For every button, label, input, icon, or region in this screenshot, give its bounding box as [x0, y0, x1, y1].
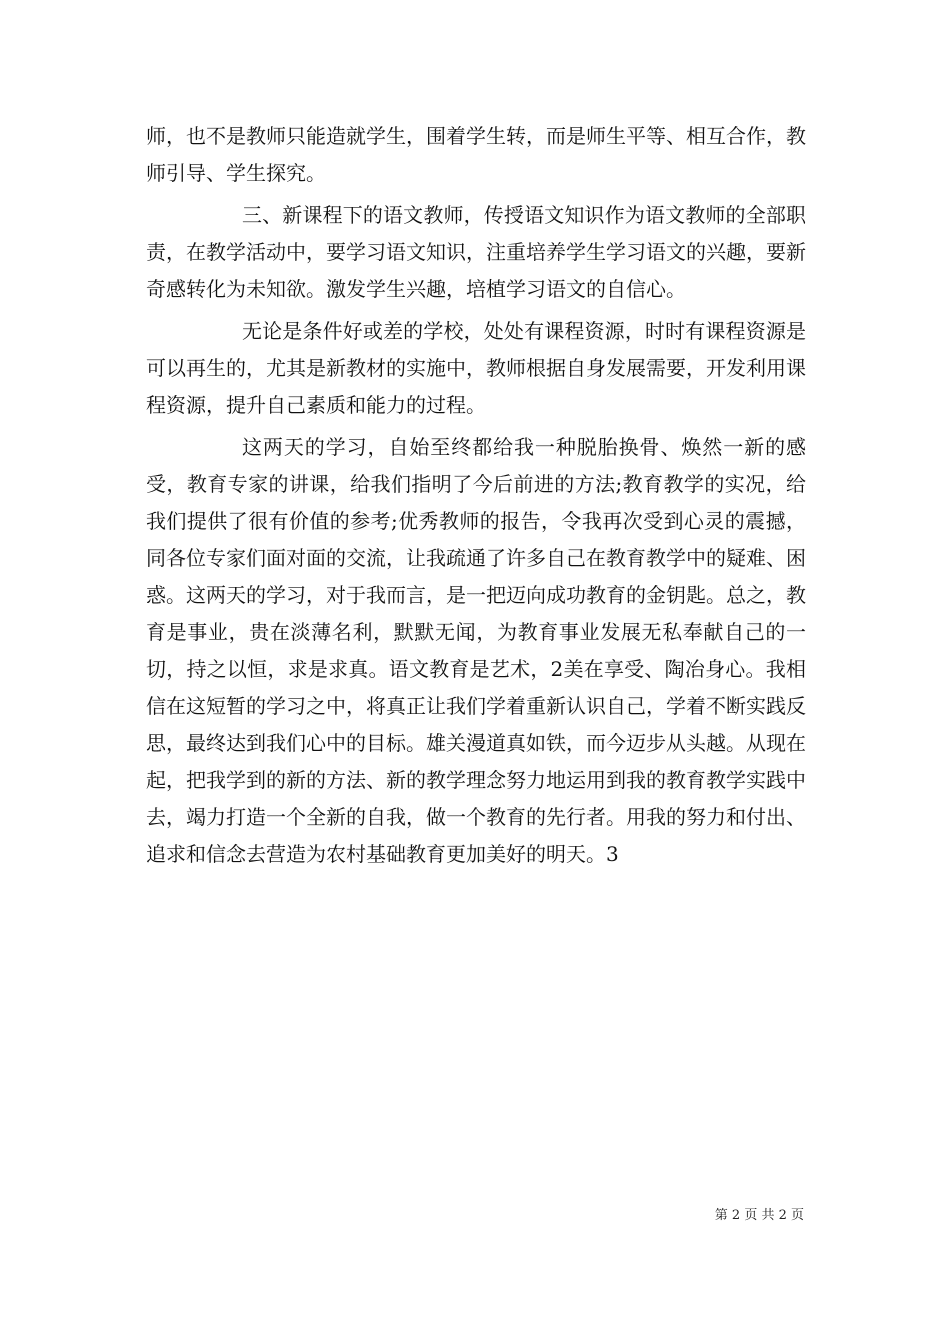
paragraph-3: 无论是条件好或差的学校，处处有课程资源，时时有课程资源是可以再生的，尤其是新教材的实施中，教师根据自身发展需要，开发利用课程资源，提升自己素质和能力的过程。 [146, 319, 806, 417]
paragraph-4: 这两天的学习，自始至终都给我一种脱胎换骨、焕然一新的感受，教育专家的讲课，给我们指明了今后前进的方法;教育教学的实况，给我们提供了很有价值的参考;优秀教师的报告，令我再次受到心灵的震撼，同各位专家们面对面的交流，让我疏通了许多自己在教育教学中的疑难、困惑。这两天的学习，对于我而言，是一把迈向成功教育的金钥匙。总之，教育是事业，贵在淡薄名利，默默无闻，为教育事业发展无私奉献自己的一切，持之以恒，求是求真。语文教育是艺术，2美在享受、陶冶身心。我相信在这短暂的学习之中，将真正让我们学着重新认识自己，学着不断实践反思，最终达到我们心中的目标。雄关漫道真如铁，而今迈步从头越。从现在起，把我学到的新的方法、新的教学理念努力地运用到我的教育教学实践中去，竭力打造一个全新的自我，做一个教育的先行者。用我的努力和付出、追求和信念去营造为农村基础教育更加美好的明天。3 [146, 435, 806, 866]
paragraph-1: 师，也不是教师只能造就学生，围着学生转，而是师生平等、相互合作，教师引导、学生探究。 [146, 124, 806, 185]
document-body [146, 118, 806, 878]
paragraph-2: 三、新课程下的语文教师，传授语文知识作为语文教师的全部职责，在教学活动中，要学习语文知识，注重培养学生学习语文的兴趣，要新奇感转化为未知欲。激发学生兴趣，培植学习语文的自信心。 [146, 203, 806, 301]
page-number-footer: 第 2 页 共 2 页 [714, 1208, 804, 1223]
